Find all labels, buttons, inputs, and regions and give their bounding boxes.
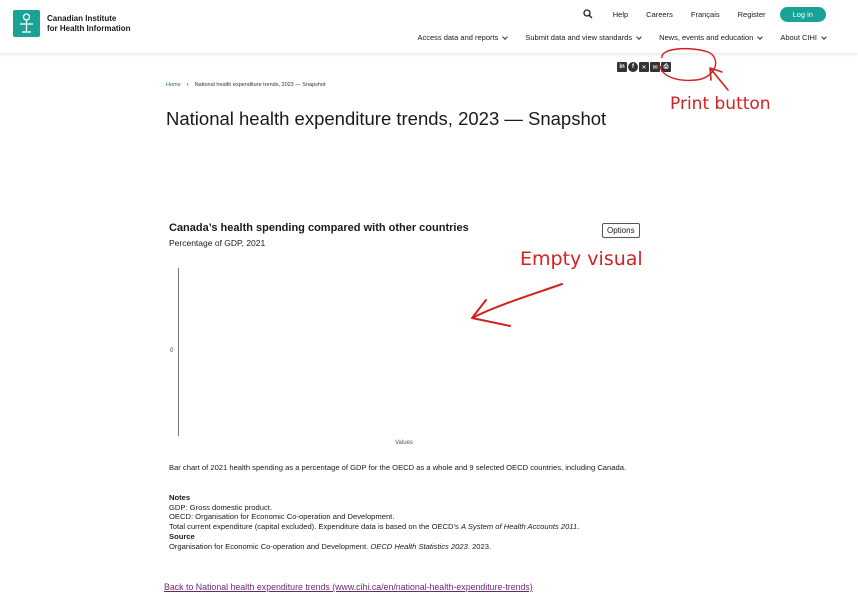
logo-line-1: Canadian Institute (47, 13, 117, 23)
nav-submit-data[interactable] (525, 33, 641, 42)
chevron-down-icon (503, 34, 509, 40)
breadcrumb-home[interactable]: Home (166, 82, 181, 88)
share-toolbar (617, 62, 672, 72)
linkedin-icon[interactable]: in (617, 62, 627, 72)
note-text: . (577, 522, 580, 532)
nav-label: News, events and education (659, 33, 754, 42)
print-arrow (710, 68, 728, 90)
chart-notes (169, 493, 639, 551)
nav-label: Access data and reports (417, 33, 499, 42)
notes-heading: Notes (169, 493, 191, 502)
chart-description: Bar chart of 2021 health spending as a percentage of GDP for the OECD as a whole and 9 selected OECD countries, including Canada. (169, 463, 627, 472)
source-line (169, 542, 639, 552)
breadcrumb-current: National health expenditure trends, 2023 — Snapshot (194, 82, 326, 88)
chevron-right-icon: › (186, 82, 189, 88)
nav-access-data[interactable] (417, 33, 507, 42)
site-header (0, 0, 858, 53)
y-axis-line (178, 268, 179, 436)
note-text: Total current expenditure (capital excluded). Expenditure data is based on the OECD’s (169, 522, 461, 532)
chevron-down-icon (757, 34, 763, 40)
x-axis-label: Values (395, 440, 413, 446)
chevron-down-icon (821, 34, 827, 40)
careers-link[interactable]: Careers (646, 10, 673, 19)
chart-plot-area (160, 262, 640, 452)
francais-link[interactable]: Français (690, 10, 720, 19)
source-heading: Source (169, 531, 195, 541)
note-line: GDP: Gross domestic product. (169, 502, 272, 512)
help-link[interactable]: Help (612, 10, 629, 19)
nav-about[interactable] (780, 33, 826, 42)
chart-title: Canada’s health spending compared with other countries (169, 222, 469, 234)
y-tick-label: 0 (170, 348, 174, 354)
register-link[interactable]: Register (737, 10, 766, 19)
nav-news-events[interactable] (659, 33, 762, 42)
annotation-empty-visual: Empty visual (520, 248, 643, 270)
print-icon[interactable]: ⎙ (661, 62, 671, 72)
source-text: Organisation for Economic Co-operation and Development. (169, 541, 371, 551)
logo-line-2: for Health Information (47, 23, 131, 33)
source-text: . 2023. (467, 541, 492, 551)
main-nav (399, 33, 826, 42)
utility-nav (583, 7, 826, 22)
facebook-icon[interactable]: f (628, 62, 638, 72)
nav-label: Submit data and view standards (525, 33, 633, 42)
source-italic: OECD Health Statistics 2023 (370, 541, 468, 551)
cihi-logo-icon (13, 10, 40, 37)
nav-label: About CIHI (780, 33, 817, 42)
cihi-logo[interactable] (13, 10, 131, 37)
note-line: OECD: Organisation for Economic Co-operation and Development. (169, 512, 395, 522)
email-icon[interactable]: ✉ (650, 62, 660, 72)
note-line (169, 522, 639, 532)
note-italic: A System of Health Accounts 2011 (460, 522, 578, 532)
annotation-print-button: Print button (670, 94, 771, 114)
chart-options-button[interactable]: Options (602, 223, 640, 238)
page-title: National health expenditure trends, 2023 — Snapshot (166, 108, 607, 129)
chevron-down-icon (636, 34, 642, 40)
search-icon[interactable] (583, 9, 595, 21)
breadcrumb (166, 82, 326, 88)
login-button[interactable]: Log in (780, 7, 826, 22)
x-icon[interactable]: ✕ (639, 62, 649, 72)
back-link[interactable]: Back to National health expenditure trends (www.cihi.ca/en/national-health-expenditure-trends) (164, 582, 533, 592)
chart-subtitle: Percentage of GDP, 2021 (169, 238, 266, 248)
